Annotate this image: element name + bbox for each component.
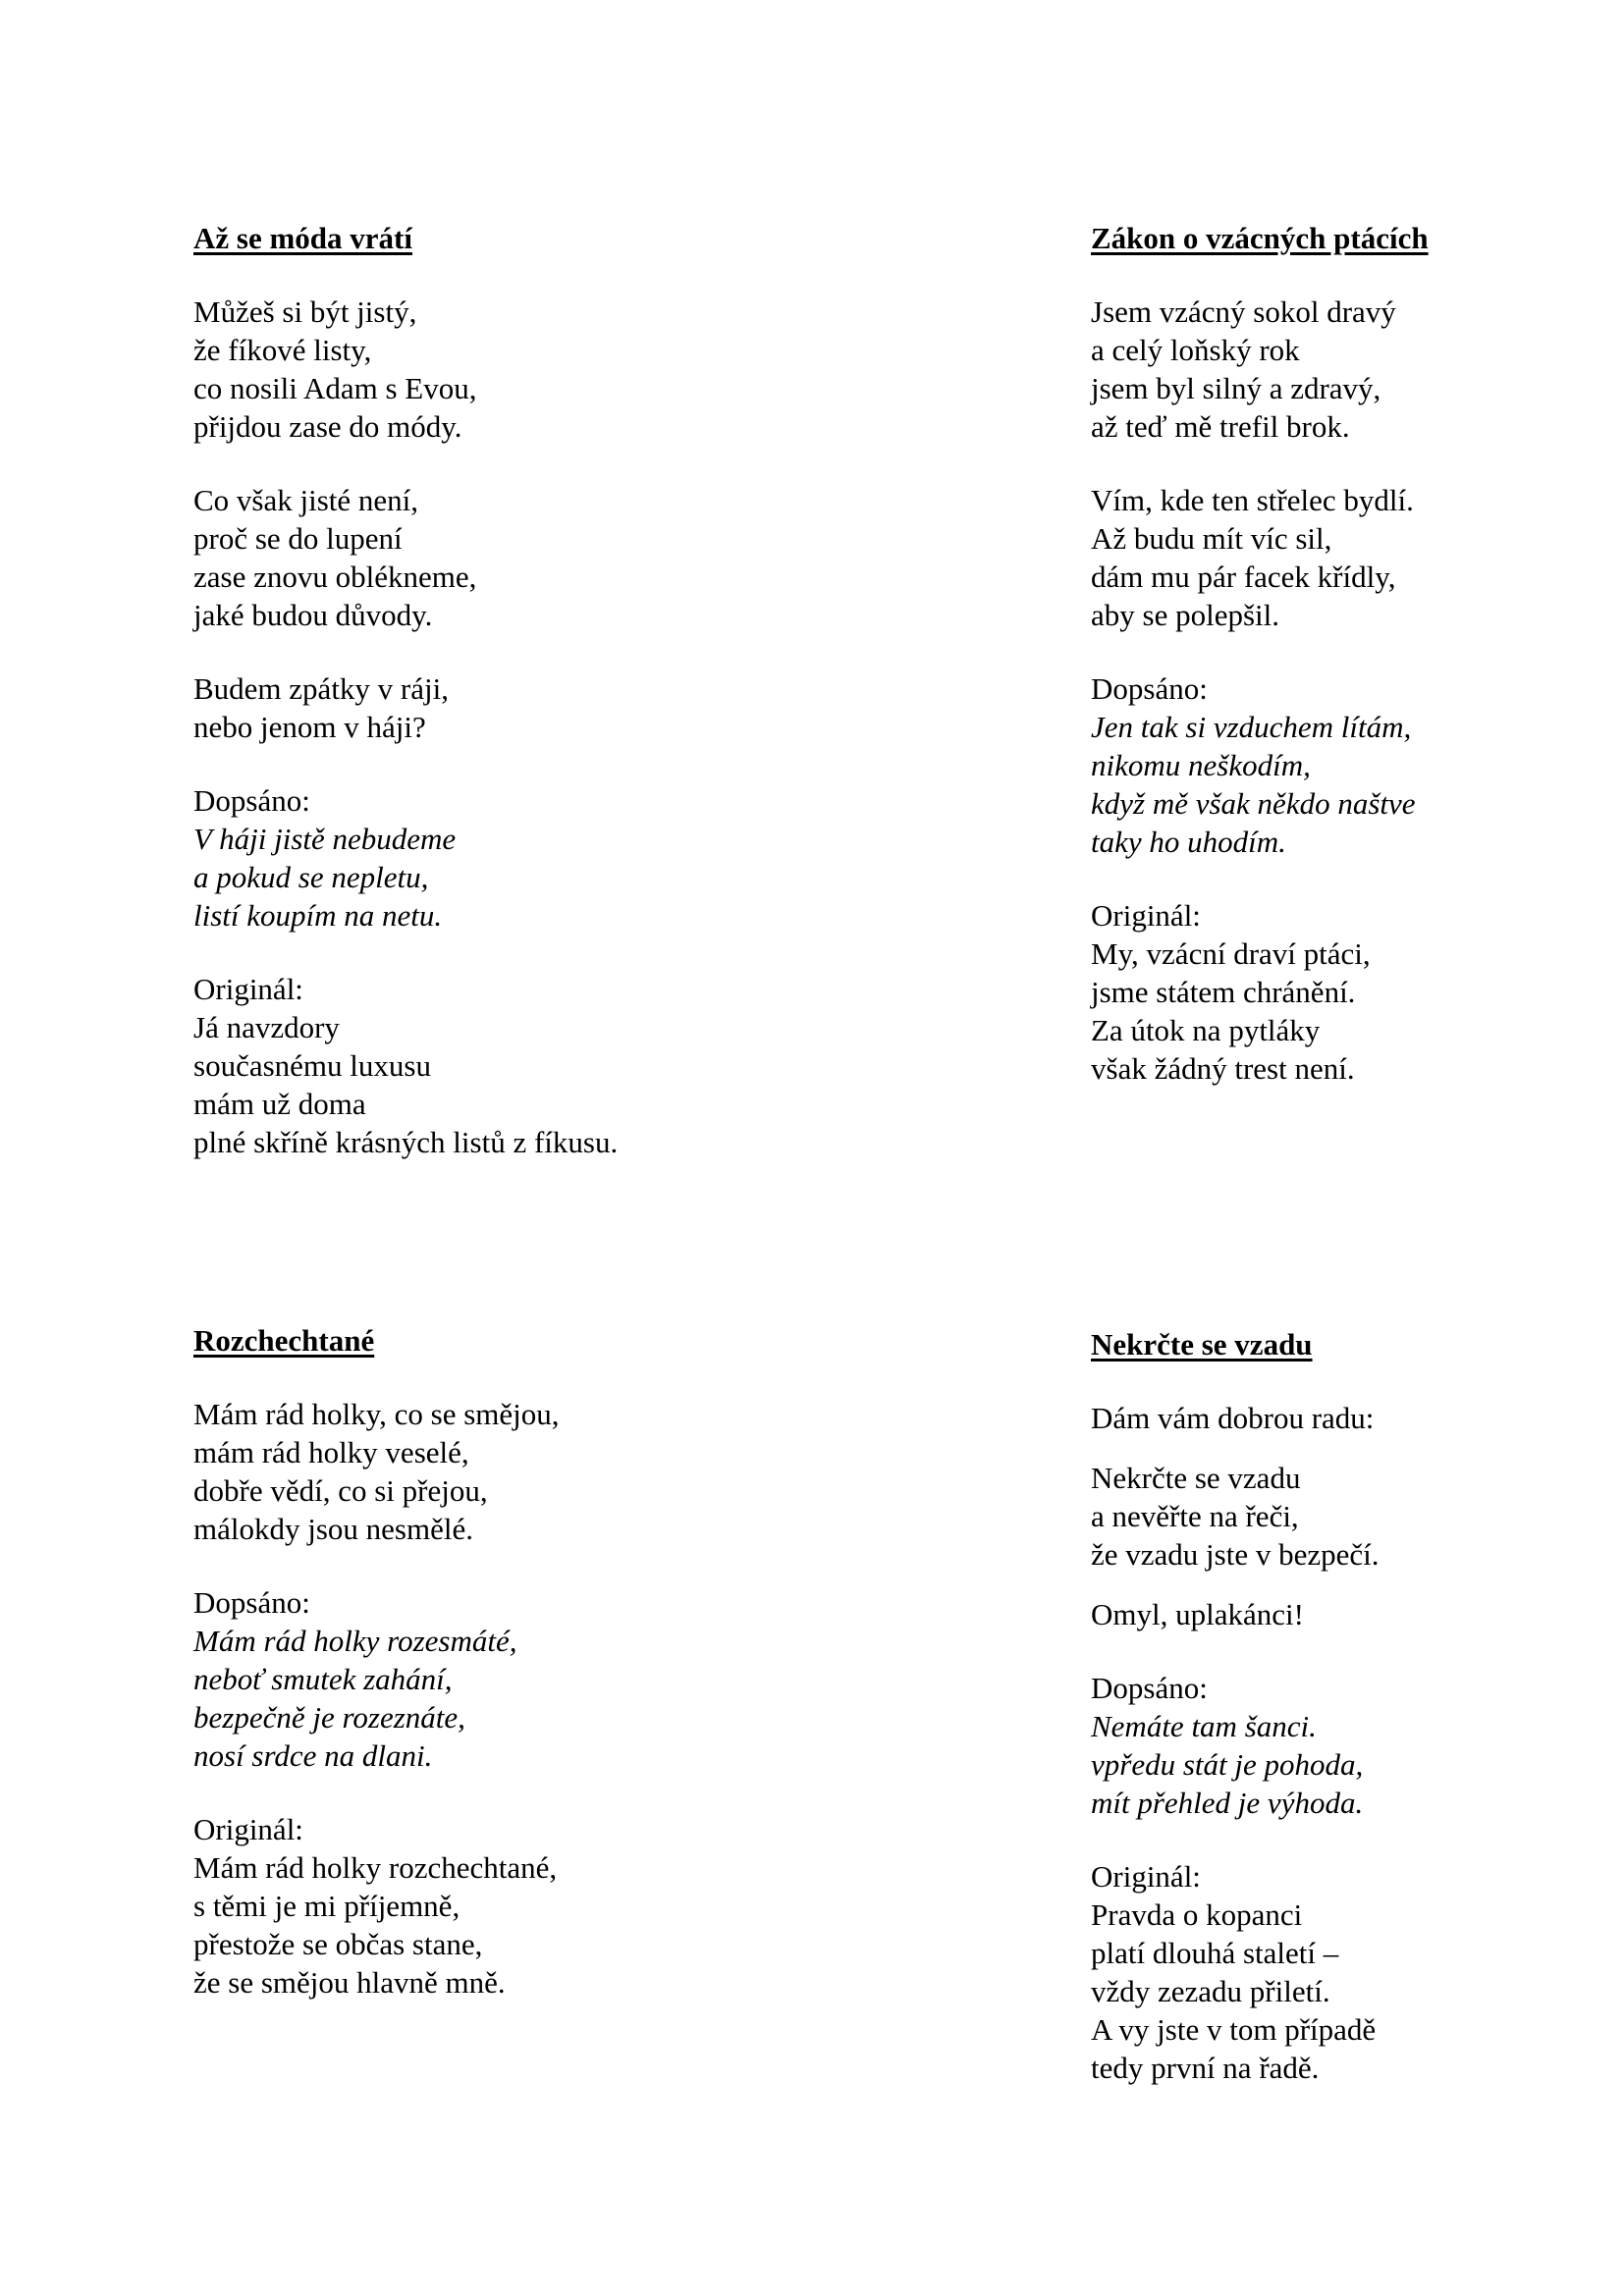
stanza [1091,481,1429,634]
verse-line: Nemáte tam šanci. [1091,1709,1317,1743]
stanza-dopsano [1091,1669,1380,1822]
verse-line: nikomu neškodím, [1091,748,1311,782]
verse-line: tedy první na řadě. [1091,2051,1320,2085]
stanza [193,481,618,634]
stanza [1091,1459,1380,1574]
stanza [193,1395,560,1548]
verse-line: však žádný trest není. [1091,1051,1355,1086]
poem-zakon-o-vzacnych-ptacich [1091,219,1429,1088]
verse-line: Za útok na pytláky [1091,1013,1321,1047]
verse-line: My, vzácní draví ptáci, [1091,936,1371,971]
stanza-dopsano [1091,669,1429,861]
verse-line: jaké budou důvody. [193,598,433,632]
verse-line: jsem byl silný a zdravý, [1091,371,1381,405]
stanza-label: Originál: [1091,1859,1201,1894]
stanza-original [193,1810,560,2002]
verse-line: Vím, kde ten střelec bydlí. [1091,483,1414,517]
verse-line: dám mu pár facek křídly, [1091,560,1396,594]
verse-line: co nosili Adam s Evou, [193,371,477,405]
stanza [193,669,618,746]
stanza-original [1091,896,1429,1088]
verse-line: listí koupím na netu. [193,898,443,933]
verse-line: proč se do lupení [193,521,403,556]
verse-line: bezpečně je rozeznáte, [193,1700,465,1735]
stanza-label: Dopsáno: [193,1585,310,1620]
poem-title: Zákon o vzácných ptácích [1091,221,1429,255]
verse-line: Pravda o kopanci [1091,1897,1303,1932]
verse-line: Mám rád holky rozesmáté, [193,1624,517,1658]
verse-line: Já navzdory [193,1010,340,1044]
verse-line: mít přehled je výhoda. [1091,1786,1364,1820]
verse-line: přestože se občas stane, [193,1927,483,1961]
poem-title: Až se móda vrátí [193,221,412,255]
verse-line: a pokud se nepletu, [193,860,429,894]
verse-line: a celý loňský rok [1091,333,1300,367]
poem-title: Rozchechtané [193,1323,375,1358]
verse-line: dobře vědí, co si přejou, [193,1473,488,1508]
stanza-label: Dopsáno: [1091,671,1208,706]
stanza [1091,1399,1380,1437]
stanza-dopsano [193,781,618,934]
verse-line: a nevěřte na řeči, [1091,1499,1299,1533]
stanza [1091,293,1429,446]
stanza-label: Dopsáno: [1091,1671,1208,1705]
verse-line: až teď mě trefil brok. [1091,409,1350,444]
verse-line: Až budu mít víc sil, [1091,521,1332,556]
poem-nekrcte-se-vzadu [1091,1325,1380,2087]
verse-line: Jen tak si vzduchem lítám, [1091,710,1412,744]
stanza-dopsano [193,1583,560,1775]
verse-line: že fíkové listy, [193,333,372,367]
poem-az-se-moda-vrati [193,219,618,1161]
verse-line: taky ho uhodím. [1091,825,1286,859]
verse-line: mám už doma [193,1087,366,1121]
stanza [1091,1595,1380,1633]
verse-line: málokdy jsou nesmělé. [193,1512,473,1546]
stanza-original [193,970,618,1161]
verse-line: platí dlouhá staletí – [1091,1936,1339,1970]
verse-line: zase znovu oblékneme, [193,560,477,594]
verse-line: současnému luxusu [193,1048,431,1083]
verse-line: nosí srdce na dlani. [193,1738,433,1773]
stanza-label: Originál: [1091,898,1201,933]
verse-line: vždy zezadu přiletí. [1091,1974,1330,2008]
verse-line: Mám rád holky rozchechtané, [193,1850,558,1885]
verse-line: jsme státem chránění. [1091,975,1356,1009]
verse-line: V háji jistě nebudeme [193,822,457,856]
verse-line: Co však jisté není, [193,483,419,517]
verse-line: Mám rád holky, co se smějou, [193,1397,560,1431]
stanza-label: Dopsáno: [193,783,310,818]
poem-title: Nekrčte se vzadu [1091,1327,1313,1362]
verse-line: Jsem vzácný sokol dravý [1091,294,1396,329]
verse-line: že se smějou hlavně mně. [193,1965,506,2000]
verse-line: Budem zpátky v ráji, [193,671,449,706]
stanza [193,293,618,446]
verse-line: neboť smutek zahání, [193,1662,453,1696]
poem-rozchechtane [193,1321,560,2002]
verse-line: Dám vám dobrou radu: [1091,1401,1375,1435]
verse-line: mám rád holky veselé, [193,1435,469,1469]
verse-line: Nekrčte se vzadu [1091,1461,1301,1495]
stanza-label: Originál: [193,1812,303,1846]
verse-line: vpředu stát je pohoda, [1091,1747,1364,1782]
verse-line: plné skříně krásných listů z fíkusu. [193,1125,619,1159]
verse-line: Omyl, uplakánci! [1091,1597,1304,1631]
verse-line: nebo jenom v háji? [193,710,426,744]
stanza-original [1091,1857,1380,2087]
verse-line: že vzadu jste v bezpečí. [1091,1537,1380,1572]
verse-line: s těmi je mi příjemně, [193,1889,460,1923]
verse-line: přijdou zase do módy. [193,409,462,444]
verse-line: Můžeš si být jistý, [193,294,417,329]
verse-line: aby se polepšil. [1091,598,1279,632]
verse-line: když mě však někdo naštve [1091,786,1416,821]
stanza-label: Originál: [193,972,303,1006]
verse-line: A vy jste v tom případě [1091,2012,1377,2047]
